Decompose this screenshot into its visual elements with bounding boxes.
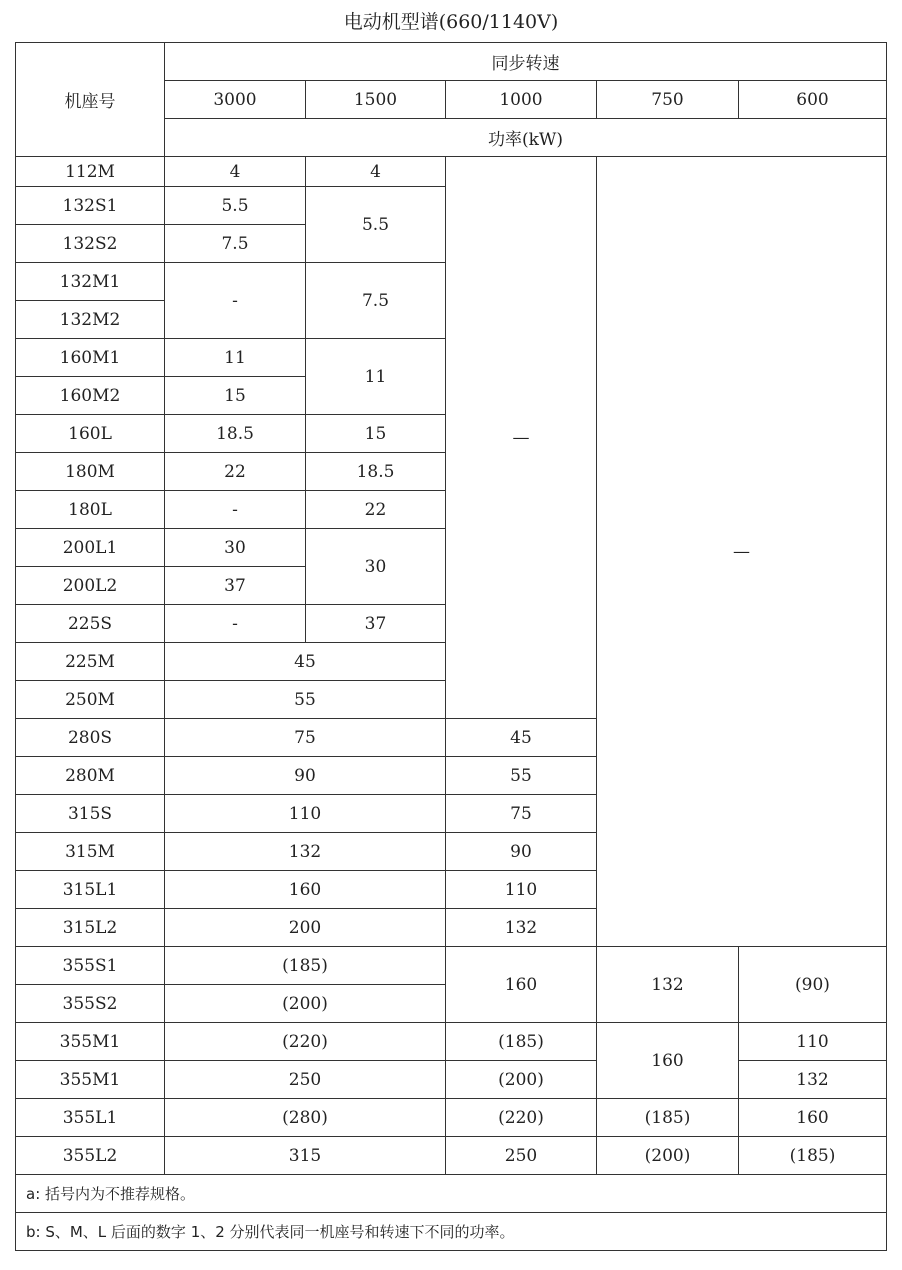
power-cell: (220)	[446, 1099, 597, 1137]
power-cell: (185)	[597, 1099, 739, 1137]
frame-cell: 315M	[16, 833, 165, 871]
table-row	[16, 1023, 887, 1061]
power-cell: (200)	[597, 1137, 739, 1175]
frame-cell: 315L2	[16, 909, 165, 947]
table-row	[16, 1213, 887, 1251]
power-cell: 45	[446, 719, 597, 757]
power-cell: 45	[165, 643, 446, 681]
power-cell: 200	[165, 909, 446, 947]
frame-cell: 132M2	[16, 301, 165, 339]
page-title: 电动机型谱(660/1140V)	[343, 11, 559, 33]
power-cell: 4	[306, 157, 446, 187]
power-cell: 55	[165, 681, 446, 719]
sync-speed-header: 同步转速	[165, 43, 887, 81]
frame-cell: 160L	[16, 415, 165, 453]
frame-cell: 355S2	[16, 985, 165, 1023]
frame-cell: 250M	[16, 681, 165, 719]
frame-cell: 225M	[16, 643, 165, 681]
power-cell: 132	[739, 1061, 887, 1099]
frame-cell: 180L	[16, 491, 165, 529]
speed-header-3000: 3000	[165, 81, 306, 119]
power-cell: 90	[165, 757, 446, 795]
power-cell: 75	[446, 795, 597, 833]
power-cell: 160	[446, 947, 597, 1023]
frame-cell: 315L1	[16, 871, 165, 909]
power-cell: -	[165, 263, 306, 339]
frame-cell: 180M	[16, 453, 165, 491]
power-cell: 160	[165, 871, 446, 909]
power-cell: (200)	[446, 1061, 597, 1099]
power-cell: 22	[165, 453, 306, 491]
power-cell: 22	[306, 491, 446, 529]
speed-header-600: 600	[739, 81, 887, 119]
power-cell: 315	[165, 1137, 446, 1175]
power-cell: 90	[446, 833, 597, 871]
power-cell: 110	[165, 795, 446, 833]
frame-cell: 355S1	[16, 947, 165, 985]
frame-cell: 160M1	[16, 339, 165, 377]
footnote-b: b: S、M、L 后面的数字 1、2 分别代表同一机座号和转速下不同的功率。	[16, 1213, 887, 1251]
table-row	[16, 1061, 887, 1099]
power-cell: 132	[165, 833, 446, 871]
power-cell: (185)	[165, 947, 446, 985]
speed-header-750: 750	[597, 81, 739, 119]
table-row	[16, 157, 887, 187]
frame-cell: 160M2	[16, 377, 165, 415]
frame-cell: 112M	[16, 157, 165, 187]
power-cell: (185)	[446, 1023, 597, 1061]
power-cell: 132	[446, 909, 597, 947]
frame-cell: 315S	[16, 795, 165, 833]
frame-cell: 355L2	[16, 1137, 165, 1175]
frame-cell: 280M	[16, 757, 165, 795]
power-cell: 37	[306, 605, 446, 643]
power-cell: -	[165, 605, 306, 643]
frame-cell: 280S	[16, 719, 165, 757]
footnote-a: a: 括号内为不推荐规格。	[16, 1175, 887, 1213]
power-cell: (185)	[739, 1137, 887, 1175]
power-cell: -	[165, 491, 306, 529]
power-cell: (220)	[165, 1023, 446, 1061]
motor-spec-table	[15, 42, 887, 1251]
frame-cell: 225S	[16, 605, 165, 643]
power-cell: 4	[165, 157, 306, 187]
power-cell: (90)	[739, 947, 887, 1023]
table-row	[16, 1099, 887, 1137]
power-cell: 15	[306, 415, 446, 453]
power-cell: 7.5	[306, 263, 446, 339]
speed-header-1000: 1000	[446, 81, 597, 119]
frame-cell: 132S1	[16, 187, 165, 225]
table-row	[16, 947, 887, 985]
power-cell: 160	[739, 1099, 887, 1137]
table-row	[16, 1137, 887, 1175]
frame-cell: 132S2	[16, 225, 165, 263]
frame-cell: 355M1	[16, 1061, 165, 1099]
power-cell: 250	[165, 1061, 446, 1099]
power-cell: 160	[597, 1023, 739, 1099]
power-header: 功率(kW)	[165, 119, 887, 157]
frame-cell: 200L2	[16, 567, 165, 605]
power-cell: 55	[446, 757, 597, 795]
power-cell: (200)	[165, 985, 446, 1023]
power-cell: 15	[165, 377, 306, 415]
frame-cell: 132M1	[16, 263, 165, 301]
power-cell: 7.5	[165, 225, 306, 263]
power-cell: 18.5	[306, 453, 446, 491]
power-cell: 18.5	[165, 415, 306, 453]
power-cell: 250	[446, 1137, 597, 1175]
speed-header-1500: 1500	[306, 81, 446, 119]
frame-cell: 200L1	[16, 529, 165, 567]
frame-cell: 355L1	[16, 1099, 165, 1137]
power-cell: 5.5	[165, 187, 306, 225]
power-cell: (280)	[165, 1099, 446, 1137]
frame-cell: 355M1	[16, 1023, 165, 1061]
power-cell: 110	[446, 871, 597, 909]
power-cell: 75	[165, 719, 446, 757]
power-cell-empty-750-600: —	[597, 157, 887, 947]
power-cell: 11	[306, 339, 446, 415]
frame-header: 机座号	[16, 43, 165, 157]
power-cell: 30	[306, 529, 446, 605]
power-cell: 37	[165, 567, 306, 605]
power-cell: 132	[597, 947, 739, 1023]
power-cell: 11	[165, 339, 306, 377]
table-row	[16, 1175, 887, 1213]
power-cell: 30	[165, 529, 306, 567]
power-cell: 110	[739, 1023, 887, 1061]
power-cell-empty-1000: —	[446, 157, 597, 719]
power-cell: 5.5	[306, 187, 446, 263]
